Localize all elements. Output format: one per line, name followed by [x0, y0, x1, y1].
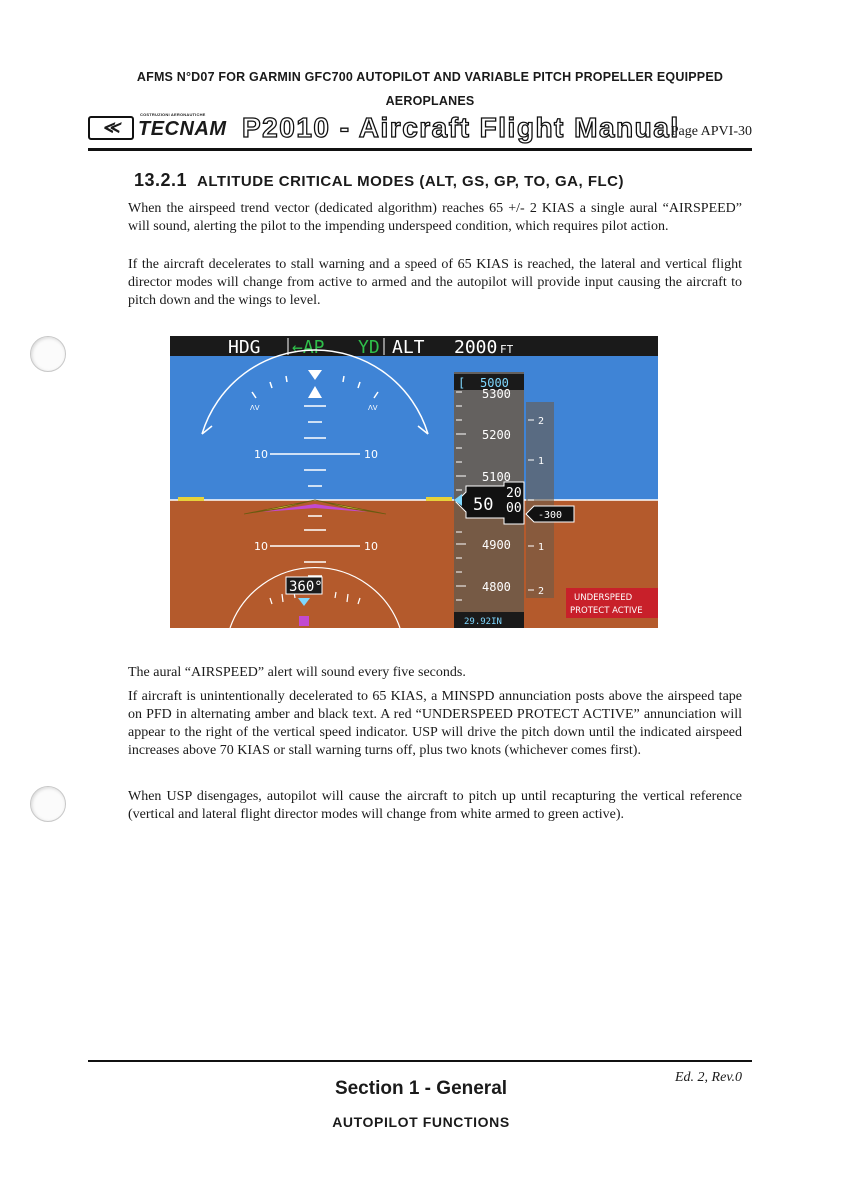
paragraph-usp-disengage: When USP disengages, autopilot will cause the aircraft to pitch up until recapturing the vertical reference (vertical and lateral flight director modes will change from white armed to green active).	[128, 789, 742, 822]
mode-yd: YD	[358, 337, 380, 358]
footer-rule	[88, 1060, 752, 1062]
paragraph-aural-alert: The aural “AIRSPEED” alert will sound every five seconds.	[128, 665, 466, 680]
logo-subtitle: COSTRUZIONI AERONAUTICHE	[140, 112, 206, 117]
section-heading	[134, 170, 624, 191]
alt-label-4800: 4800	[482, 580, 511, 594]
alt-label-4900: 4900	[482, 538, 511, 552]
pitch-10-right-upper: 10	[364, 448, 378, 461]
vs-label-1-bottom: 1	[538, 542, 545, 553]
svg-text:ɅV: ɅV	[250, 404, 260, 412]
pitch-ref-right	[426, 497, 452, 501]
binder-hole-top	[30, 336, 66, 372]
pitch-10-left-upper: 10	[254, 448, 268, 461]
banner-rule	[88, 148, 752, 151]
heading-pointer-icon	[299, 616, 309, 626]
mode-alt-unit: FT	[500, 343, 514, 356]
doc-header-line2: AEROPLANES	[385, 94, 475, 108]
alt-current-hundreds: 50	[473, 495, 494, 515]
paragraph-stall-warning: If the aircraft decelerates to stall warning and a speed of 65 KIAS is reached, the lateral and vertical flight director modes will change from active to armed and the autopilot will provide input causing the aircraft to pitch down and the wings to level.	[128, 257, 742, 308]
pfd-figure	[170, 336, 658, 628]
doc-header-line1: AFMS N°D07 FOR GARMIN GFC700 AUTOPILOT AND VARIABLE PITCH PROPELLER EQUIPPED	[136, 70, 724, 84]
baro-setting: 29.92IN	[464, 617, 502, 627]
vs-label-2-top: 2	[538, 416, 545, 427]
footer-subsection-title: AUTOPILOT FUNCTIONS	[332, 1114, 510, 1130]
usp-line2: PROTECT ACTIVE	[570, 606, 643, 616]
svg-text:ɅV: ɅV	[368, 404, 378, 412]
mode-hdg: HDG	[228, 337, 261, 358]
section-number: 13.2.1	[134, 170, 188, 190]
pitch-ref-left	[178, 497, 204, 501]
alt-roll-bottom: 00	[506, 501, 522, 516]
mode-ap: ←AP	[292, 337, 325, 358]
vs-readout: -300	[538, 510, 563, 521]
binder-hole-bottom	[30, 786, 66, 822]
usp-line1: UNDERSPEED	[574, 593, 633, 603]
selected-altitude: 5000	[480, 376, 509, 390]
mode-alt: ALT	[392, 337, 425, 358]
mode-alt-value: 2000	[454, 337, 498, 358]
vs-label-1-top: 1	[538, 456, 545, 467]
logo-text: TECNAM	[138, 118, 227, 140]
edition-label: Ed. 2, Rev.0	[675, 1070, 742, 1085]
tecnam-logo-icon: ≪	[88, 116, 134, 140]
altitude-bug-icon: [	[458, 376, 466, 390]
pfd-sky	[170, 356, 658, 500]
paragraph-minspd: If aircraft is unintentionally decelerated to 65 KIAS, a MINSPD annunciation posts above the airspeed tape on PFD in alternating amber and black text. A red “UNDERSPEED PROTECT ACTIVE” annunciation will appear to the right of the vertical speed indicator. USP will drive the pitch down until the indicated airspeed increases above 70 KIAS or stall warning turns off, plus two knots (whichever comes first).	[128, 689, 742, 758]
page-number: Page APVI-30	[670, 124, 752, 139]
alt-roll-top: 20	[506, 486, 522, 501]
heading-readout: 360°	[289, 579, 323, 595]
manual-banner	[88, 112, 752, 150]
footer-section-title: Section 1 - General	[334, 1078, 508, 1099]
pitch-10-right-lower: 10	[364, 540, 378, 553]
alt-label-5300: 5300	[482, 387, 511, 401]
manual-title: P2010 - Aircraft Flight Manual	[242, 112, 680, 143]
section-title: ALTITUDE CRITICAL MODES (ALT, GS, GP, TO, GA, FLC)	[197, 173, 624, 190]
alt-label-5200: 5200	[482, 428, 511, 442]
vs-label-2-bottom: 2	[538, 586, 545, 597]
pitch-10-left-lower: 10	[254, 540, 268, 553]
paragraph-airspeed-trend: When the airspeed trend vector (dedicated algorithm) reaches 65 +/- 2 KIAS a single aural “AIRSPEED” will sound, alerting the pilot to the impending underspeed condition, which requires pilot action.	[128, 201, 742, 234]
alt-label-5100: 5100	[482, 470, 511, 484]
